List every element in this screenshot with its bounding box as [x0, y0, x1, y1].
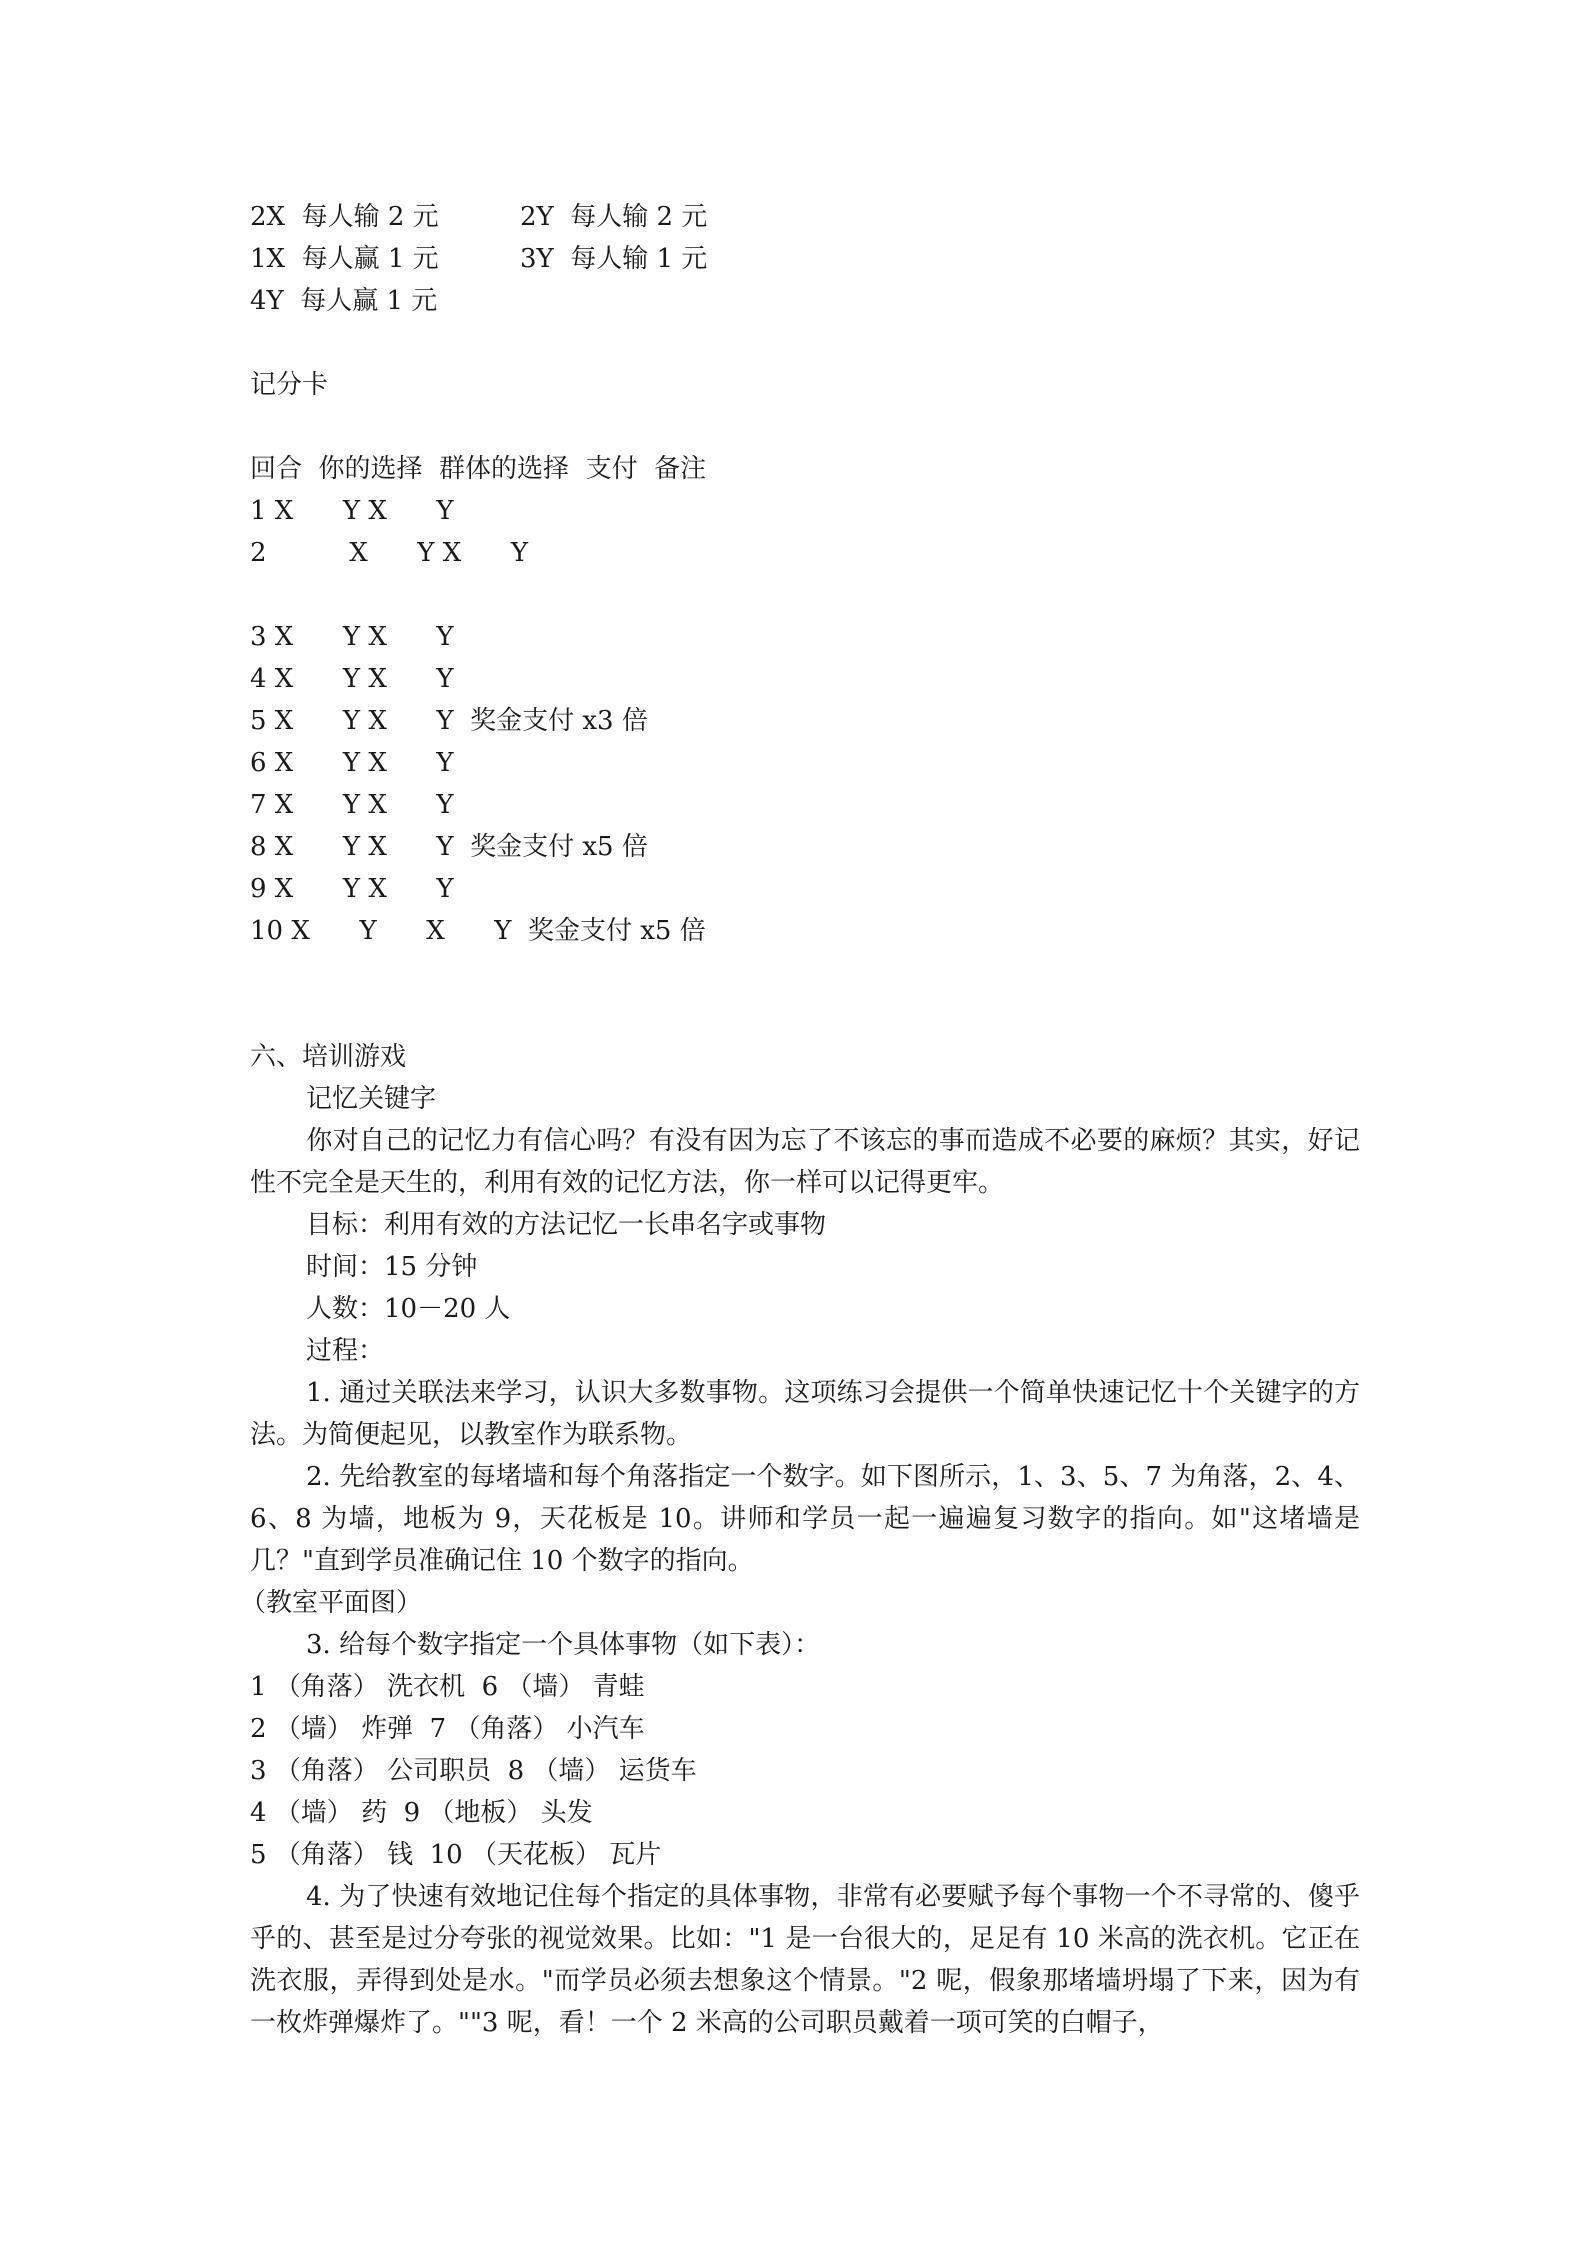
step3-line: 3. 给每个数字指定一个具体事物（如下表）：: [306, 1630, 821, 1660]
time-line: 时间：15 分钟: [306, 1252, 478, 1282]
scorecard-row: 7 X Y X Y: [250, 790, 454, 820]
payoff-line-2y: 2Y 每人输 2 元: [520, 202, 708, 232]
scorecard-row: 3 X Y X Y: [250, 622, 454, 652]
section-subheading: 记忆关键字: [306, 1084, 437, 1114]
goal-line: 目标：利用有效的方法记忆一长串名字或事物: [306, 1210, 827, 1240]
payoff-line-3y: 3Y 每人输 1 元: [520, 244, 708, 274]
assignment-row: 3 （角落） 公司职员 8 （墙） 运货车: [250, 1756, 697, 1786]
scorecard-row: 1 X Y X Y: [250, 496, 454, 526]
scorecard-row: 9 X Y X Y: [250, 874, 454, 904]
step4-paragraph: [250, 1876, 1360, 2044]
step1-text: 1. 通过关联法来学习，认识大多数事物。这项练习会提供一个简单快速记忆十个关键字的方法。为简便起见，以教室作为联系物。: [250, 1378, 1360, 1450]
assignment-row: 5 （角落） 钱 10 （天花板） 瓦片: [250, 1840, 662, 1870]
scorecard-row: 6 X Y X Y: [250, 748, 454, 778]
figure-caption: （教室平面图）: [240, 1588, 423, 1618]
assignment-row: 1 （角落） 洗衣机 6 （墙） 青蛙: [250, 1672, 645, 1702]
intro-paragraph: [250, 1120, 1360, 1204]
assignment-row: 4 （墙） 药 9 （地板） 头发: [250, 1798, 593, 1828]
section-heading: 六、培训游戏: [250, 1042, 407, 1072]
step4-text: 4. 为了快速有效地记住每个指定的具体事物，非常有必要赋予每个事物一个不寻常的、傻乎乎的、甚至是过分夸张的视觉效果。比如："1 是一台很大的，足足有 10 米高的洗衣机。它正在洗衣服，弄得到处是水。"而学员必须去想象这个情景。"2 呢，假象那堵墙坍塌了下来，因为有一枚炸弹爆炸了。""3 呢，看！一个 2 米高的公司职员戴着一项可笑的白帽子，: [250, 1882, 1360, 2038]
scorecard-title: 记分卡: [250, 370, 329, 400]
scorecard-row: 10 X Y X Y 奖金支付 x5 倍: [250, 916, 706, 946]
step1-paragraph: [250, 1372, 1360, 1456]
scorecard-row: 2 X Y X Y: [250, 538, 528, 568]
step2-text: 2. 先给教室的每堵墙和每个角落指定一个数字。如下图所示，1、3、5、7 为角落，2、4、6、8 为墙，地板为 9，天花板是 10。讲师和学员一起一遍遍复习数字的指向。如"这堵墙是几？"直到学员准确记住 10 个数字的指向。: [250, 1462, 1360, 1576]
scorecard-row: 8 X Y X Y 奖金支付 x5 倍: [250, 832, 648, 862]
payoff-line-4y: 4Y 每人赢 1 元: [250, 286, 438, 316]
assignment-row: 2 （墙） 炸弹 7 （角落） 小汽车: [250, 1714, 645, 1744]
process-line: 过程：: [306, 1336, 385, 1366]
payoff-line-2x: 2X 每人输 2 元: [250, 202, 439, 232]
people-line: 人数：10－20 人: [306, 1294, 511, 1324]
scorecard-header: 回合 你的选择 群体的选择 支付 备注: [250, 454, 707, 484]
step2-paragraph: [250, 1456, 1360, 1582]
scorecard-row: 5 X Y X Y 奖金支付 x3 倍: [250, 706, 648, 736]
payoff-line-1x: 1X 每人赢 1 元: [250, 244, 439, 274]
scorecard-row: 4 X Y X Y: [250, 664, 454, 694]
intro-text: 你对自己的记忆力有信心吗？有没有因为忘了不该忘的事而造成不必要的麻烦？其实，好记性不完全是天生的，利用有效的记忆方法，你一样可以记得更牢。: [250, 1126, 1360, 1198]
